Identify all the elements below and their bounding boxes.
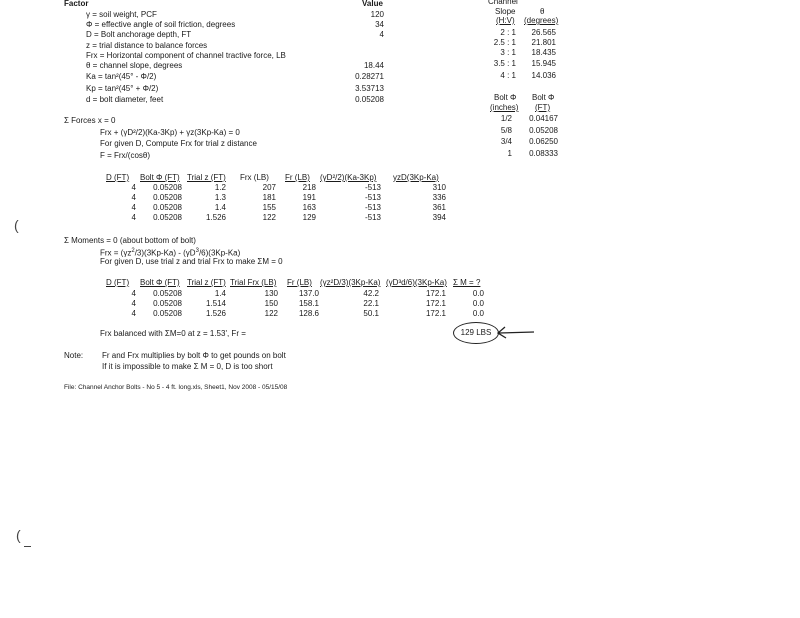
scan-mark <box>24 546 31 547</box>
slope-cell: 2 : 1 <box>500 28 516 37</box>
forces-cell: 361 <box>432 203 446 212</box>
factor-value: 0.28271 <box>355 72 384 81</box>
moments-cell: 1.526 <box>205 309 226 318</box>
theta-cell: 26.565 <box>531 28 556 37</box>
moments-cell: 50.1 <box>363 309 379 318</box>
moments-col-header: Fr (LB) <box>287 278 312 287</box>
forces-col-header: Trial z (FT) <box>187 173 226 182</box>
forces-cell: -513 <box>364 203 381 212</box>
moments-cell: 130 <box>264 289 278 298</box>
bolt-unit-ft: (FT) <box>535 103 551 112</box>
slope-cell: 2.5 : 1 <box>493 38 516 47</box>
note-line: If it is impossible to make Σ M = 0, D is too short <box>102 362 273 371</box>
forces-cell: 4 <box>131 193 136 202</box>
slope-cell: 4 : 1 <box>500 71 516 80</box>
moments-cell: 128.6 <box>298 309 319 318</box>
factor-value: 34 <box>375 20 384 29</box>
factor-text: z = trial distance to balance forces <box>86 41 208 50</box>
theta-cell: 14.036 <box>531 71 556 80</box>
moments-col-header: D (FT) <box>106 278 130 287</box>
moments-col-header: Trial Frx (LB) <box>230 278 277 287</box>
moments-cell: 22.1 <box>363 299 379 308</box>
forces-cell: 1.4 <box>214 203 226 212</box>
moments-cell: 172.1 <box>425 299 446 308</box>
scan-mark: ( <box>14 217 19 233</box>
slope-cell: 3 : 1 <box>500 48 516 57</box>
factor-value: 0.05208 <box>355 95 384 104</box>
moments-cell: 1.514 <box>205 299 226 308</box>
note-line: Fr and Frx multiplies by bolt Φ to get pounds on bolt <box>102 351 286 360</box>
bolt-cell-in: 5/8 <box>500 126 512 135</box>
bolt-cell-ft: 0.08333 <box>529 149 558 158</box>
moments-title: Σ Moments = 0 (about bottom of bolt) <box>64 236 196 245</box>
bolt-cell-in: 1 <box>507 149 512 158</box>
moments-cell: 0.0 <box>472 299 484 308</box>
header-theta: θ <box>540 7 545 16</box>
forces-equation: Frx + (γD²/2)(Ka-3Kp) + γz(3Kp-Ka) = 0 <box>100 128 240 137</box>
circled-result <box>453 322 499 344</box>
forces-cell: 336 <box>432 193 446 202</box>
moments-cell: 0.0 <box>472 289 484 298</box>
header-channel: Channel <box>488 0 518 6</box>
moments-cell: 158.1 <box>298 299 319 308</box>
bolt-cell-ft: 0.05208 <box>529 126 558 135</box>
theta-cell: 15.945 <box>531 59 556 68</box>
balanced-text: Frx balanced with ΣM=0 at z = 1.53', Fr = <box>100 329 246 338</box>
factor-text: Φ = effective angle of soil friction, degrees <box>86 20 236 29</box>
bolt-unit-in: (inches) <box>490 103 519 112</box>
theta-cell: 18.435 <box>531 48 556 57</box>
moments-note: For given D, use trial z and trial Frx to make ΣM = 0 <box>100 257 283 266</box>
header-slope: Slope <box>495 7 516 16</box>
forces-cell: 122 <box>262 213 276 222</box>
header-slope-unit: (H:V) <box>496 16 515 25</box>
forces-note: For given D, Compute Frx for trial z distance <box>100 139 257 148</box>
forces-cell: 191 <box>302 193 316 202</box>
moments-cell: 137.0 <box>298 289 319 298</box>
moments-cell: 172.1 <box>425 289 446 298</box>
bolt-cell-ft: 0.06250 <box>529 137 558 146</box>
moments-cell: 122 <box>264 309 278 318</box>
forces-cell: 0.05208 <box>153 183 182 192</box>
forces-title: Σ Forces x = 0 <box>64 116 116 125</box>
moments-eq-sup: 3 <box>195 248 199 254</box>
moments-cell: 4 <box>131 299 136 308</box>
forces-cell: 310 <box>432 183 446 192</box>
header-value: Value <box>362 0 383 8</box>
note-label: Note: <box>64 351 84 360</box>
forces-cell: 207 <box>262 183 276 192</box>
slope-cell: 3.5 : 1 <box>493 59 516 68</box>
moments-col-header: (γD³d/6)(3Kp-Ka) <box>386 278 447 287</box>
forces-col-header: Frx (LB) <box>240 173 269 182</box>
bolt-cell-in: 3/4 <box>500 137 512 146</box>
scan-mark: ( <box>16 527 21 543</box>
moments-col-header: Trial z (FT) <box>187 278 226 287</box>
arrow-icon <box>496 324 536 340</box>
forces-cell: -513 <box>364 193 381 202</box>
forces-cell: 163 <box>302 203 316 212</box>
forces-cell: 181 <box>262 193 276 202</box>
bolt-header-ft: Bolt Φ <box>532 93 555 102</box>
bolt-cell-ft: 0.04167 <box>529 114 558 123</box>
moments-col-header: Bolt Φ (FT) <box>140 278 180 287</box>
forces-cell: 155 <box>262 203 276 212</box>
forces-cell: 218 <box>302 183 316 192</box>
forces-cell: 0.05208 <box>153 193 182 202</box>
moments-cell: 150 <box>264 299 278 308</box>
factor-text: Ka = tan²(45° - Φ/2) <box>86 72 157 81</box>
forces-cell: 394 <box>432 213 446 222</box>
factor-value: 18.44 <box>363 61 384 70</box>
factor-value: 120 <box>370 10 384 19</box>
factor-value: 3.53713 <box>355 84 384 93</box>
factor-text: D = Bolt anchorage depth, FT <box>86 30 192 39</box>
bolt-header-in: Bolt Φ <box>494 93 517 102</box>
moments-eq-sup: 2 <box>131 248 135 254</box>
moments-cell: 42.2 <box>363 289 379 298</box>
forces-col-header: (γD²/2)(Ka-3Kp) <box>320 173 377 182</box>
forces-col-header: γzD(3Kp-Ka) <box>393 173 439 182</box>
forces-cell: 1.526 <box>205 213 226 222</box>
factor-text: d = bolt diameter, feet <box>86 95 164 104</box>
moments-eq-part: /6)(3Kp-Ka) <box>198 248 241 258</box>
bolt-cell-in: 1/2 <box>500 114 512 123</box>
forces-cell: -513 <box>364 183 381 192</box>
moments-cell: 0.05208 <box>153 299 182 308</box>
forces-note: F = Frx/(cosθ) <box>100 151 151 160</box>
moments-col-header: (γz²D/3)(3Kp-Ka) <box>320 278 381 287</box>
moments-cell: 172.1 <box>425 309 446 318</box>
file-footer: File: Channel Anchor Bolts - No 5 - 4 ft. long.xls, Sheet1, Nov 2008 - 05/15/08 <box>64 384 288 391</box>
moments-cell: 1.4 <box>214 289 226 298</box>
forces-cell: -513 <box>364 213 381 222</box>
header-theta-unit: (degrees) <box>524 16 559 25</box>
moments-cell: 4 <box>131 309 136 318</box>
moments-cell: 0.05208 <box>153 289 182 298</box>
moments-cell: 4 <box>131 289 136 298</box>
forces-cell: 0.05208 <box>153 203 182 212</box>
header-factor: Factor <box>64 0 89 8</box>
moments-cell: 0.0 <box>472 309 484 318</box>
forces-col-header: Bolt Φ (FT) <box>140 173 180 182</box>
circled-result-value: 129 LBS <box>460 328 492 337</box>
forces-cell: 4 <box>131 213 136 222</box>
forces-cell: 1.2 <box>214 183 226 192</box>
moments-col-header: Σ M = ? <box>453 278 481 287</box>
theta-cell: 21.801 <box>531 38 556 47</box>
forces-cell: 1.3 <box>214 193 226 202</box>
moments-eq-part: Frx = (γz <box>100 248 132 258</box>
forces-cell: 129 <box>302 213 316 222</box>
factor-text: θ = channel slope, degrees <box>86 61 183 70</box>
factor-text: γ = soil weight, PCF <box>86 10 157 19</box>
moments-eq-part: /3)(3Kp-Ka) - (γD <box>134 248 196 258</box>
forces-cell: 4 <box>131 183 136 192</box>
forces-cell: 0.05208 <box>153 213 182 222</box>
factor-text: Kp = tan²(45° + Φ/2) <box>86 84 159 93</box>
factor-value: 4 <box>379 30 384 39</box>
forces-col-header: Fr (LB) <box>285 173 310 182</box>
forces-col-header: D (FT) <box>106 173 130 182</box>
factor-text: Frx = Horizontal component of channel tractive force, LB <box>86 51 286 60</box>
forces-cell: 4 <box>131 203 136 212</box>
moments-cell: 0.05208 <box>153 309 182 318</box>
